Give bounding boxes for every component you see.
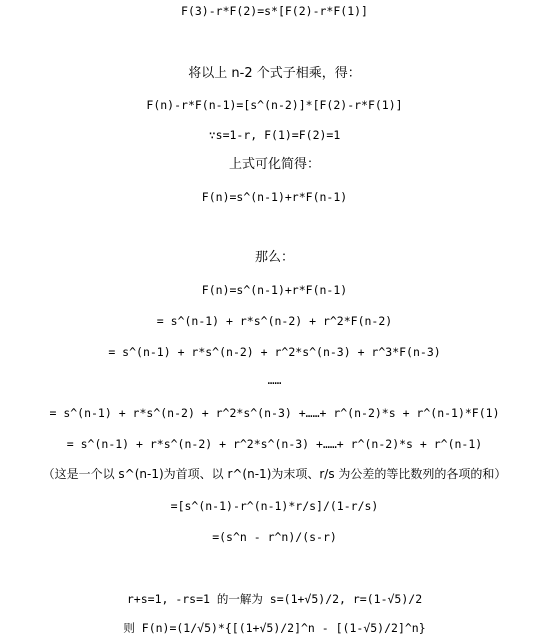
equation-line-expand-0: F(n)=s^(n-1)+r*F(n-1) (201, 283, 348, 297)
equation-line-expand-1: = s^(n-1) + r*s^(n-2) + r^2*F(n-2) (156, 314, 393, 328)
equation-line-binet-formula: 则 F(n)=(1/√5)*{[(1+√5)/2]^n - [(1-√5)/2]^n} (123, 621, 426, 635)
equation-line-since: ∵s=1-r, F(1)=F(2)=1 (208, 128, 341, 142)
text-simplify-statement: 上式可化简得： (228, 157, 320, 172)
text-multiply-statement: 将以上 n-2 个式子相乘，得： (188, 66, 361, 81)
equation-line-product: F(n)-r*F(n-1)=[s^(n-2)]*[F(2)-r*F(1)] (146, 98, 403, 112)
equation-line-expand-simplified: = s^(n-1) + r*s^(n-2) + r^2*s^(n-3) +……+ r^(n-2)*s + r^(n-1) (66, 437, 483, 451)
equation-line-f3: F(3)-r*F(2)=s*[F(2)-r*F(1)] (181, 4, 368, 18)
text-series-note: （这是一个以 s^(n-1)为首项、以 r^(n-1)为末项、r/s 为公差的等比数列的各项的和） (42, 467, 507, 481)
equation-line-expand-2: = s^(n-1) + r*s^(n-2) + r^2*s^(n-3) + r^3*F(n-3) (108, 345, 441, 359)
ellipsis-line: …… (267, 373, 282, 387)
equation-line-closed-form: =(s^n - r^n)/(s-r) (212, 530, 337, 544)
equation-line-solution: r+s=1, -rs=1 的一解为 s=(1+√5)/2, r=(1-√5)/2 (126, 592, 423, 606)
equation-line-expand-full: = s^(n-1) + r*s^(n-2) + r^2*s^(n-3) +……+ r^(n-2)*s + r^(n-1)*F(1) (49, 406, 500, 420)
equation-line-recurrence: F(n)=s^(n-1)+r*F(n-1) (201, 190, 348, 204)
text-then: 那么： (254, 250, 294, 265)
equation-line-series-sum: =[s^(n-1)-r^(n-1)*r/s]/(1-r/s) (170, 499, 379, 513)
